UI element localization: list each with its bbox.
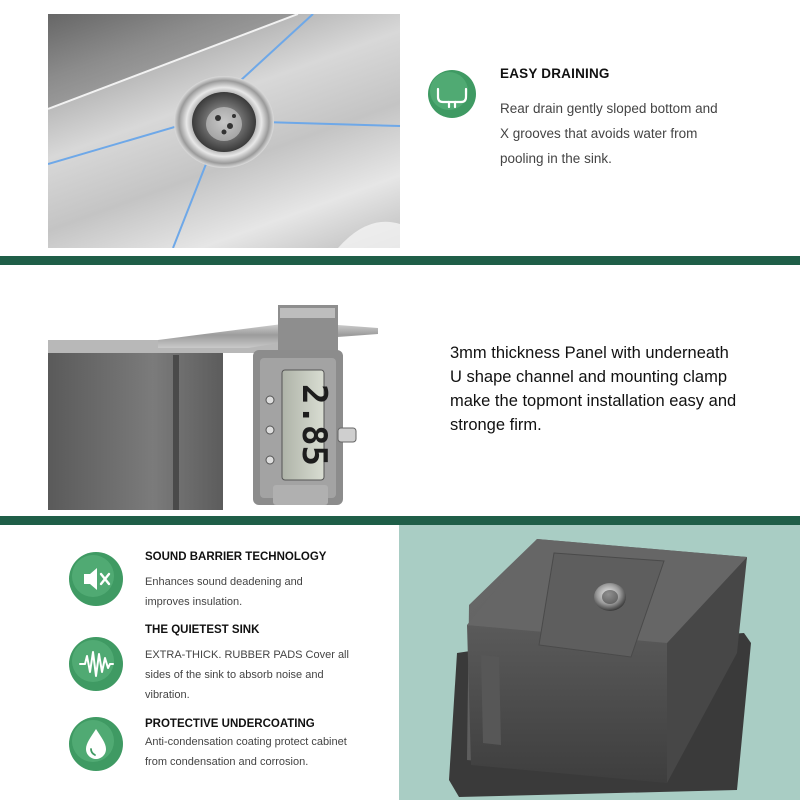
desc-line: make the topmont installation easy and — [450, 392, 737, 410]
feature-title: SOUND BARRIER TECHNOLOGY — [145, 551, 327, 563]
caliper-reading: 2.85 — [294, 384, 334, 466]
desc-line: from condensation and corrosion. — [145, 756, 309, 768]
sink-underside-image — [399, 525, 800, 800]
speaker-mute-icon — [68, 551, 124, 607]
sink-product-panel — [399, 525, 800, 800]
desc-line: U shape channel and mounting clamp — [450, 368, 728, 386]
easy-draining-description — [500, 96, 718, 171]
desc-line: Enhances sound deadening and — [145, 576, 303, 588]
desc-line: stronge firm. — [450, 416, 542, 434]
section-divider — [0, 516, 800, 525]
drain-photo — [48, 14, 400, 248]
easy-draining-title: EASY DRAINING — [500, 66, 610, 81]
caliper-image — [48, 300, 381, 510]
desc-line: 3mm thickness Panel with underneath — [450, 344, 729, 362]
desc-line: vibration. — [145, 689, 190, 701]
drain-image — [48, 14, 400, 248]
feature-title: PROTECTIVE UNDERCOATING — [145, 718, 315, 730]
desc-line: EXTRA-THICK. RUBBER PADS Cover all — [145, 649, 349, 661]
feature-description — [145, 732, 347, 772]
panel-thickness-description — [450, 341, 736, 437]
feature-title: THE QUIETEST SINK — [145, 624, 260, 636]
desc-line: pooling in the sink. — [500, 151, 612, 166]
sound-wave-icon — [68, 636, 124, 692]
easy-draining-section — [0, 0, 800, 257]
drain-sink-icon — [427, 69, 477, 119]
water-drop-icon — [68, 716, 124, 772]
feature-description — [145, 645, 349, 705]
feature-description — [145, 572, 303, 612]
desc-line: X grooves that avoids water from — [500, 126, 698, 141]
caliper-photo — [48, 300, 381, 510]
desc-line: improves insulation. — [145, 596, 243, 608]
desc-line: Rear drain gently sloped bottom and — [500, 101, 718, 116]
desc-line: sides of the sink to absorb noise and — [145, 669, 324, 681]
section-divider — [0, 256, 800, 265]
desc-line: Anti-condensation coating protect cabinet — [145, 736, 347, 748]
